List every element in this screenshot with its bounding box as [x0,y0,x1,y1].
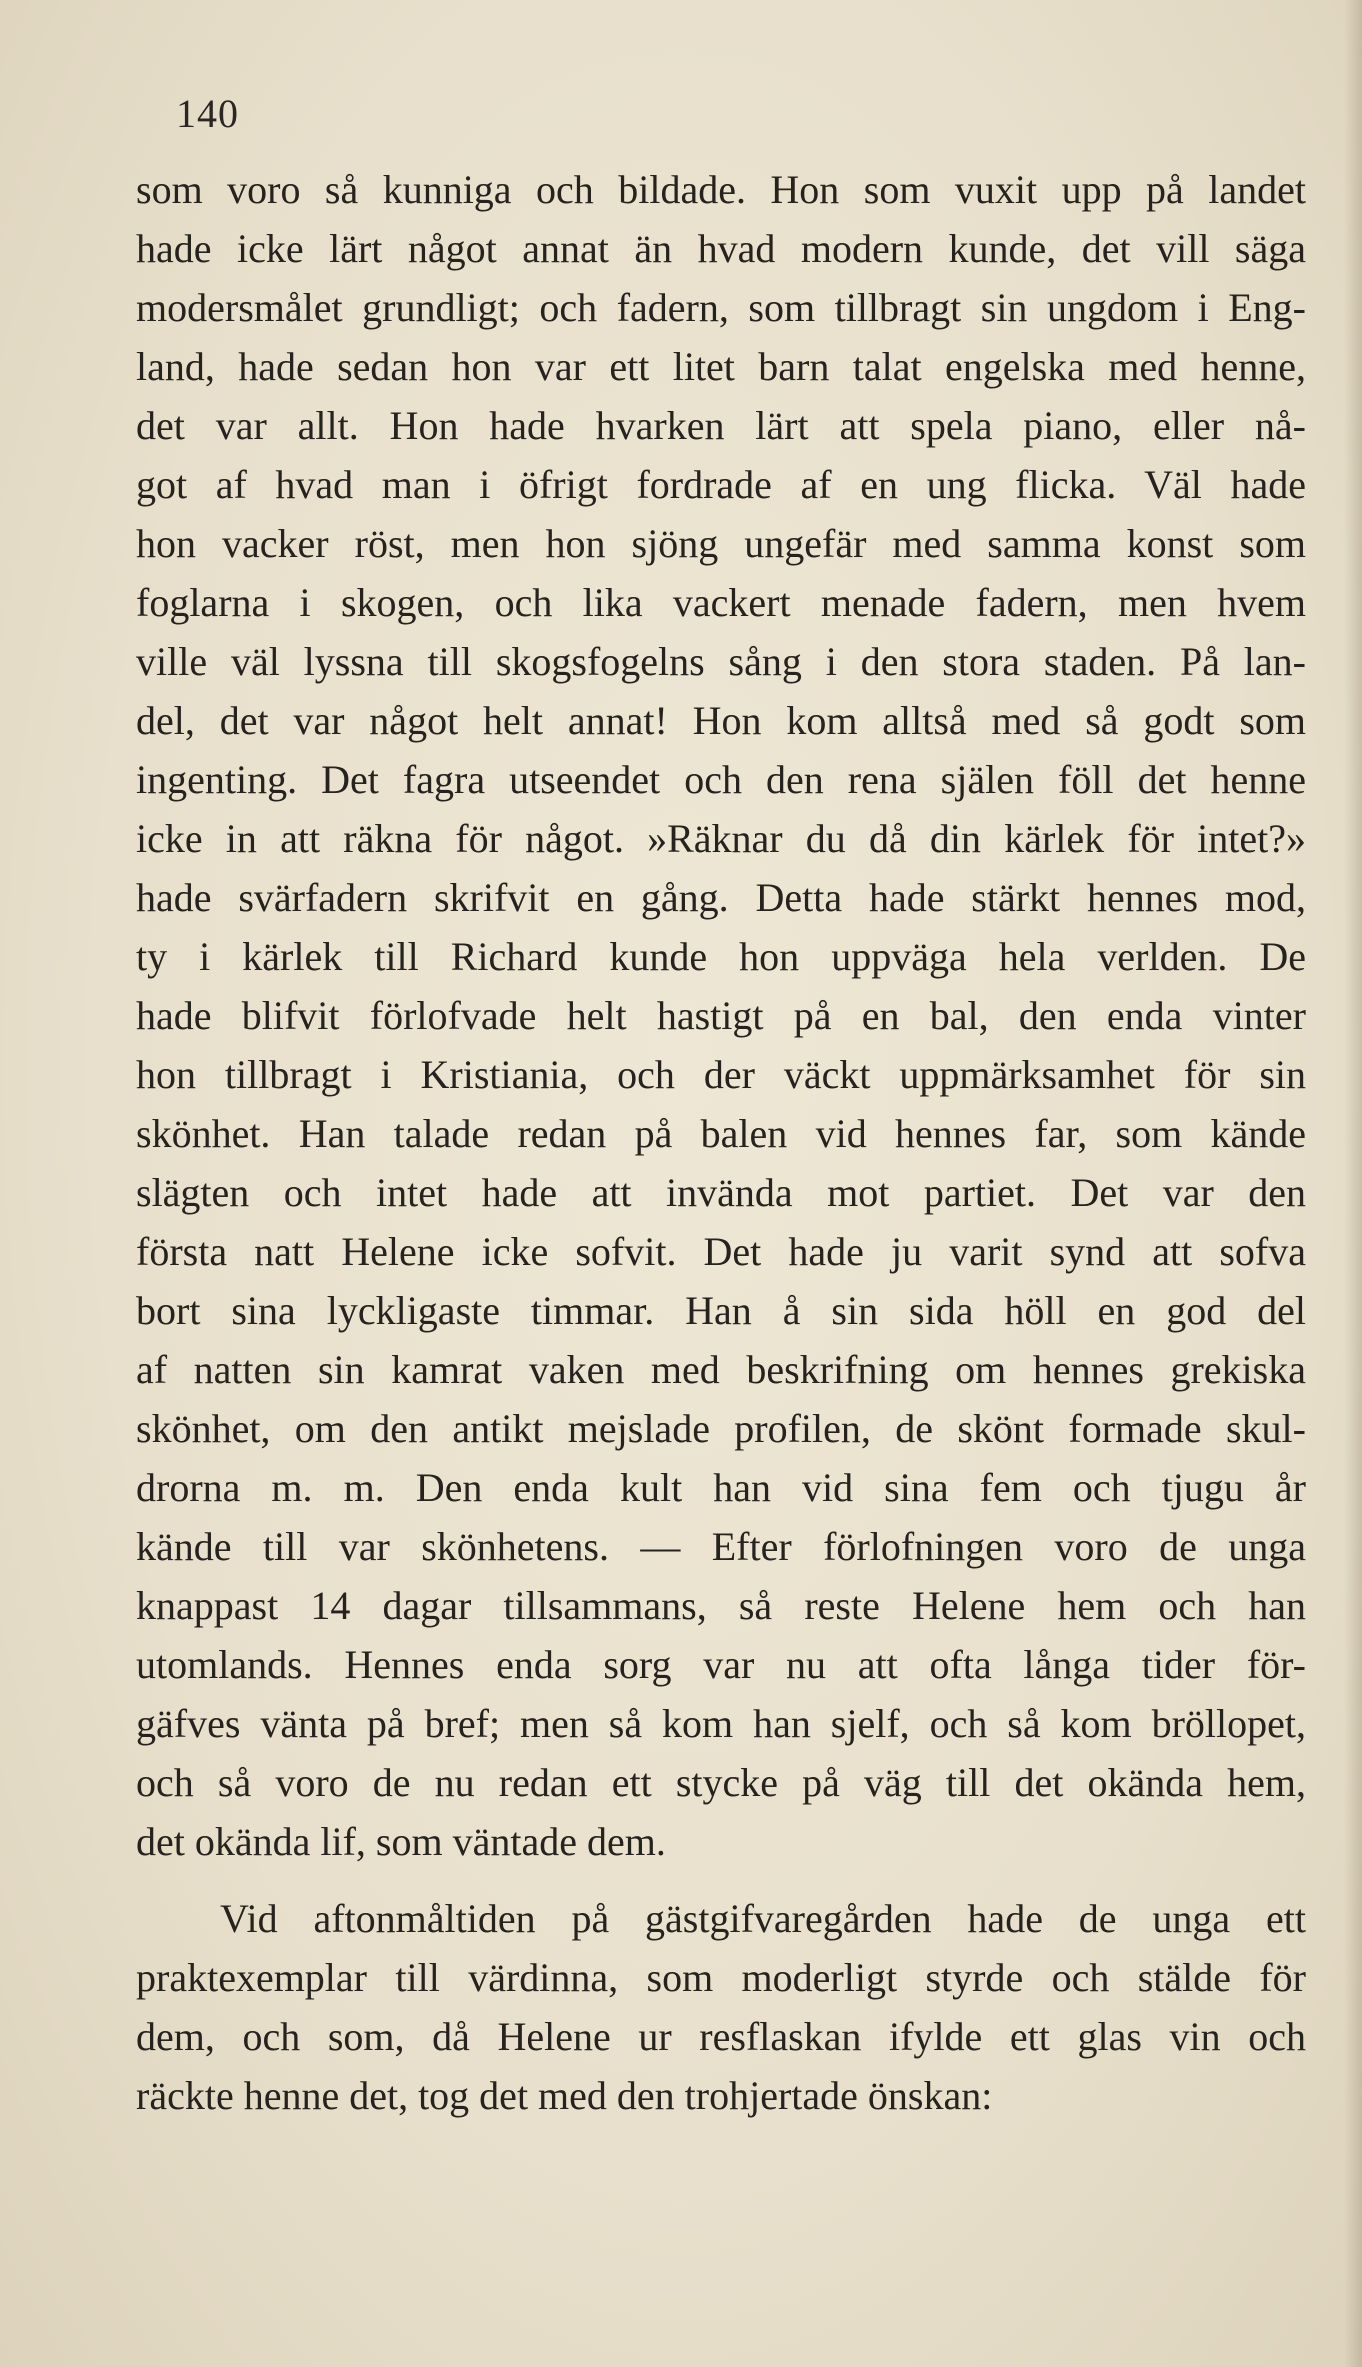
text-line: skönhet. Han talade redan på balen vid hennes far, som kände [136,1111,1306,1156]
text-line: got af hvad man i öfrigt fordrade af en ung flicka. Väl hade [136,462,1306,507]
text-line: det okända lif, som väntade dem. [136,1819,666,1864]
text-line: kände till var skönhetens. — Efter förlofningen voro de unga [136,1524,1306,1569]
text-line: drorna m. m. Den enda kult han vid sina fem och tjugu år [136,1465,1306,1510]
text-line: knappast 14 dagar tillsammans, så reste Helene hem och han [136,1583,1306,1628]
body-text [136,160,1306,2125]
text-line: och så voro de nu redan ett stycke på väg till det okända hem, [136,1760,1306,1805]
text-line: hon tillbragt i Kristiania, och der väckt uppmärksamhet för sin [136,1052,1306,1097]
text-line: ty i kärlek till Richard kunde hon uppväga hela verlden. De [136,934,1306,979]
text-line: skönhet, om den antikt mejslade profilen, de skönt formade skul- [136,1406,1306,1451]
text-line: bort sina lyckligaste timmar. Han å sin sida höll en god del [136,1288,1306,1333]
text-line: utomlands. Hennes enda sorg var nu att ofta långa tider för- [136,1642,1306,1687]
paragraph [136,160,1306,1871]
text-line: icke in att räkna för något. »Räknar du då din kärlek för intet?» [136,816,1306,861]
text-line: ville väl lyssna till skogsfogelns sång i den stora staden. På lan- [136,639,1306,684]
text-line: foglarna i skogen, och lika vackert menade fadern, men hvem [136,580,1306,625]
text-line: dem, och som, då Helene ur resflaskan ifylde ett glas vin och [136,2014,1306,2059]
text-line: praktexemplar till värdinna, som moderligt styrde och stälde för [136,1955,1306,2000]
text-line: gäfves vänta på bref; men så kom han sjelf, och så kom bröllopet, [136,1701,1306,1746]
page-edge-shadow [1344,0,1362,2367]
text-line: hade svärfadern skrifvit en gång. Detta hade stärkt hennes mod, [136,875,1306,920]
text-line: af natten sin kamrat vaken med beskrifning om hennes grekiska [136,1347,1306,1392]
text-line: ingenting. Det fagra utseendet och den rena själen föll det henne [136,757,1306,802]
text-line: hade blifvit förlofvade helt hastigt på en bal, den enda vinter [136,993,1306,1038]
text-line: land, hade sedan hon var ett litet barn talat engelska med henne, [136,344,1306,389]
text-line: modersmålet grundligt; och fadern, som tillbragt sin ungdom i Eng- [136,285,1306,330]
text-line: räckte henne det, tog det med den trohjertade önskan: [136,2073,993,2118]
text-line: det var allt. Hon hade hvarken lärt att spela piano, eller nå- [136,403,1306,448]
text-line: hade icke lärt något annat än hvad modern kunde, det vill säga [136,226,1306,271]
text-line: som voro så kunniga och bildade. Hon som vuxit upp på landet [136,167,1306,212]
text-line: del, det var något helt annat! Hon kom alltså med så godt som [136,698,1306,743]
paragraph-gap [136,1871,1306,1889]
text-line: Vid aftonmåltiden på gästgifvaregården hade de unga ett [220,1896,1306,1941]
text-line: hon vacker röst, men hon sjöng ungefär med samma konst som [136,521,1306,566]
text-line: första natt Helene icke sofvit. Det hade ju varit synd att sofva [136,1229,1306,1274]
paragraph [136,1889,1306,2125]
page-number: 140 [176,91,239,136]
text-line: slägten och intet hade att invända mot partiet. Det var den [136,1170,1306,1215]
